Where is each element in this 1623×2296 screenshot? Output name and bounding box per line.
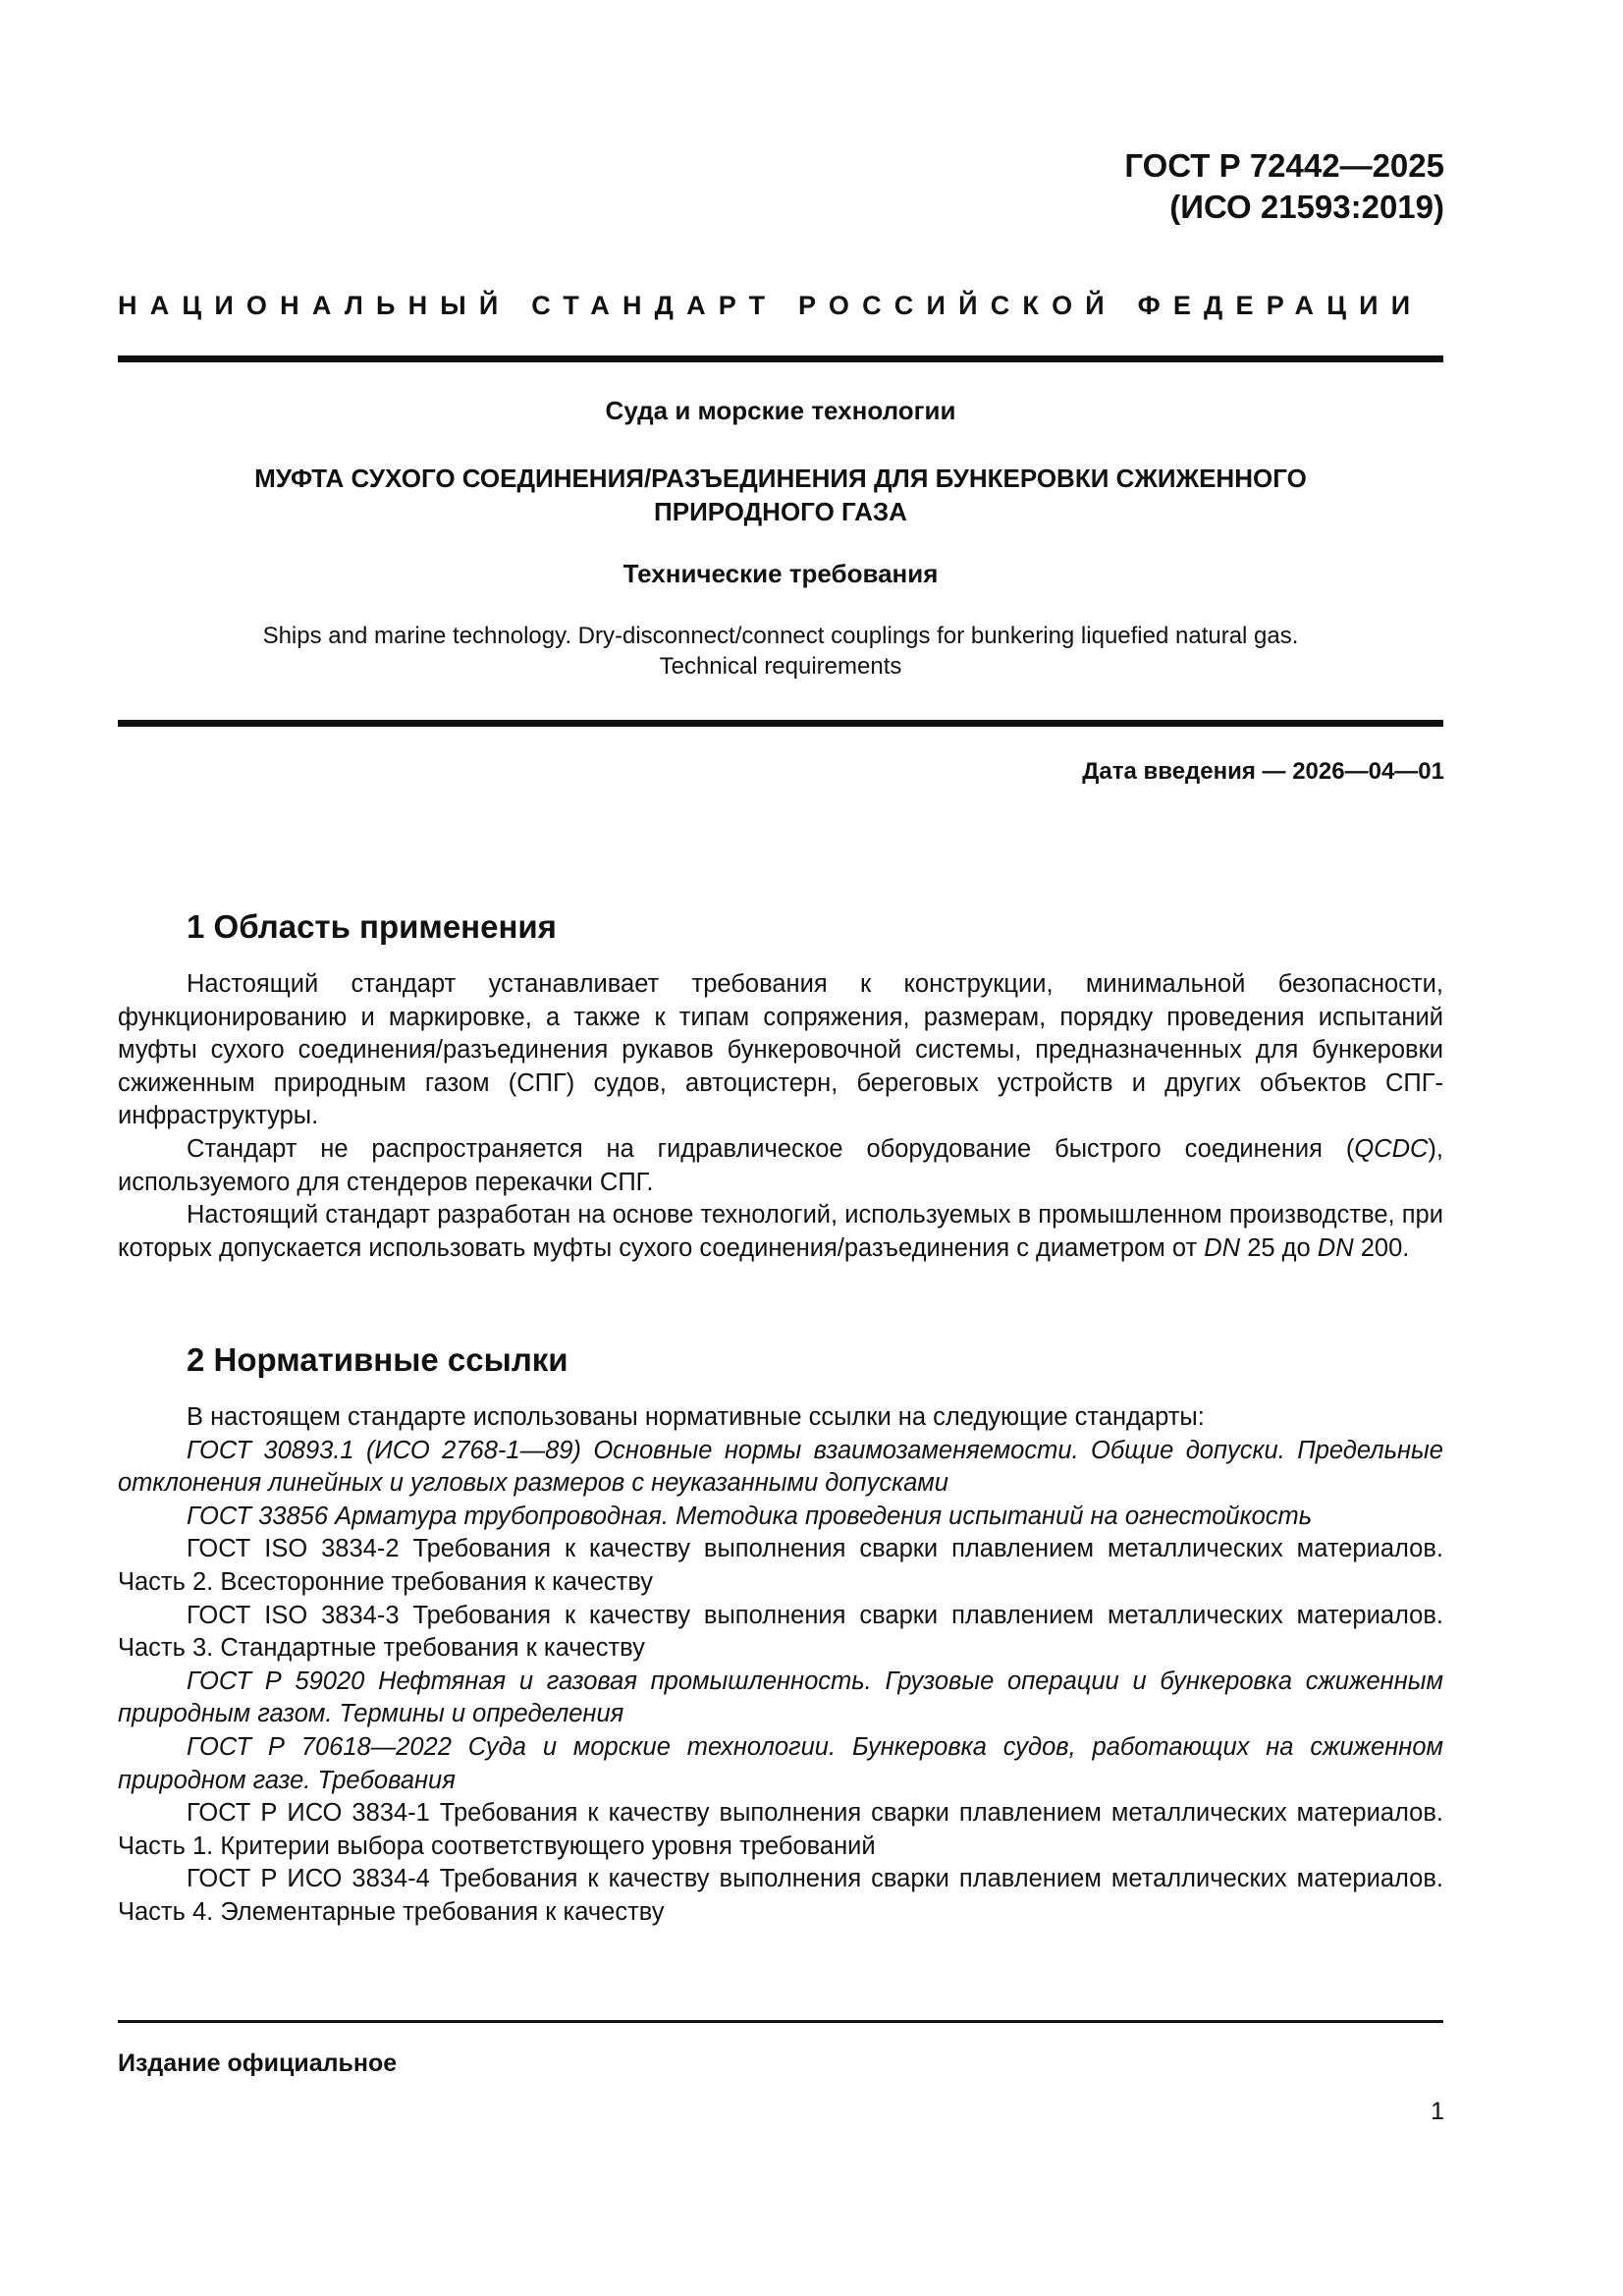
text-run: QCDC: [1354, 1134, 1429, 1163]
iso-number: (ИСО 21593:2019): [1169, 189, 1444, 225]
text-run: DN: [1204, 1233, 1241, 1262]
title-rule: [118, 720, 1443, 727]
english-title: [118, 621, 1443, 682]
text-run: 25 до: [1240, 1233, 1318, 1262]
reference-item: ГОСТ 33856 Арматура трубопроводная. Методика проведения испытаний на огнестойкость: [187, 1502, 1313, 1530]
text-run: Стандарт не распространяется на гидравлическое оборудование быстрого соединения (: [187, 1134, 1355, 1163]
document-title: [118, 462, 1443, 528]
footer-rule: [118, 2020, 1443, 2023]
english-title-line: Ships and marine technology. Dry-disconnect/connect couplings for bunkering liquefied natural gas.: [262, 623, 1299, 649]
reference-item: ГОСТ Р ИСО 3834-4 Требования к качеству выполнения сварки плавлением металлических материалов. Часть 4. Элементарные требования к качеству: [118, 1865, 1443, 1926]
standard-number: ГОСТ Р 72442—2025: [1124, 147, 1444, 184]
page-number: 1: [1431, 2098, 1444, 2125]
title-line: МУФТА СУХОГО СОЕДИНЕНИЯ/РАЗЪЕДИНЕНИЯ ДЛЯ БУНКЕРОВКИ СЖИЖЕННОГО: [254, 464, 1307, 493]
text-run: DN: [1317, 1233, 1354, 1262]
reference-item: ГОСТ 30893.1 (ИСО 2768-1—89) Основные нормы взаимозаменяемости. Общие допуски. Предельные отклонения линейных и угловых размеров с неуказанными допусками: [118, 1436, 1443, 1498]
reference-item: ГОСТ ISO 3834-3 Требования к качеству выполнения сварки плавлением металлических материалов. Часть 3. Стандартные требования к качеству: [118, 1601, 1443, 1663]
english-title-line: Technical requirements: [659, 653, 902, 680]
national-standard-banner: НАЦИОНАЛЬНЫЙ СТАНДАРТ РОССИЙСКОЙ ФЕДЕРАЦИИ: [118, 291, 1424, 320]
reference-item: ГОСТ Р 70618—2022 Суда и морские технологии. Бункеровка судов, работающих на сжиженном природном газе. Требования: [118, 1732, 1443, 1794]
reference-item: ГОСТ Р 59020 Нефтяная и газовая промышленность. Грузовые операции и бункеровка сжиженным природным газом. Термины и определения: [118, 1667, 1443, 1728]
paragraph: [118, 1199, 1443, 1265]
text-run: ), используемого для стендеров перекачки СПГ.: [118, 1134, 1443, 1196]
reference-item: ГОСТ Р ИСО 3834-1 Требования к качеству выполнения сварки плавлением металлических материалов. Часть 1. Критерии выбора соответствующего уровня требований: [118, 1799, 1443, 1860]
section-2-heading: 2 Нормативные ссылки: [187, 1341, 568, 1378]
official-edition-label: Издание официальное: [118, 2050, 398, 2077]
paragraph: В настоящем стандарте использованы нормативные ссылки на следующие стандарты:: [187, 1403, 1205, 1431]
paragraph: Настоящий стандарт устанавливает требования к конструкции, минимальной безопасности, функционированию и маркировке, а также к типам сопряжения, размерам, порядку проведения испытаний муфты сухого соединения/разъединения рукавов бункеровочной системы, предназначенных для бункеровки сжиженным природным газом (СПГ) судов, автоцистерн, береговых устройств и других объектов СПГ-инфраструктуры.: [118, 970, 1443, 1130]
section-1-heading: 1 Область применения: [187, 908, 557, 945]
section-1-body: [118, 968, 1443, 1265]
text-run: 200.: [1353, 1233, 1410, 1262]
paragraph: [118, 1133, 1443, 1199]
subject-line: Суда и морские технологии: [605, 396, 956, 425]
document-subtitle: Технические требования: [622, 559, 939, 588]
title-line: ПРИРОДНОГО ГАЗА: [654, 497, 907, 526]
standard-number-block: [1124, 145, 1444, 228]
reference-item: ГОСТ ISO 3834-2 Требования к качеству выполнения сварки плавлением металлических материалов. Часть 2. Всесторонние требования к качеству: [118, 1535, 1443, 1596]
section-2-body: [118, 1401, 1443, 1930]
header-rule: [118, 355, 1443, 362]
introduction-date: Дата введения — 2026—04—01: [1082, 758, 1444, 785]
text-run: Настоящий стандарт разработан на основе технологий, используемых в промышленном производстве, при которых допускается использовать муфты сухого соединения/разъединения с диаметром от: [118, 1201, 1443, 1262]
